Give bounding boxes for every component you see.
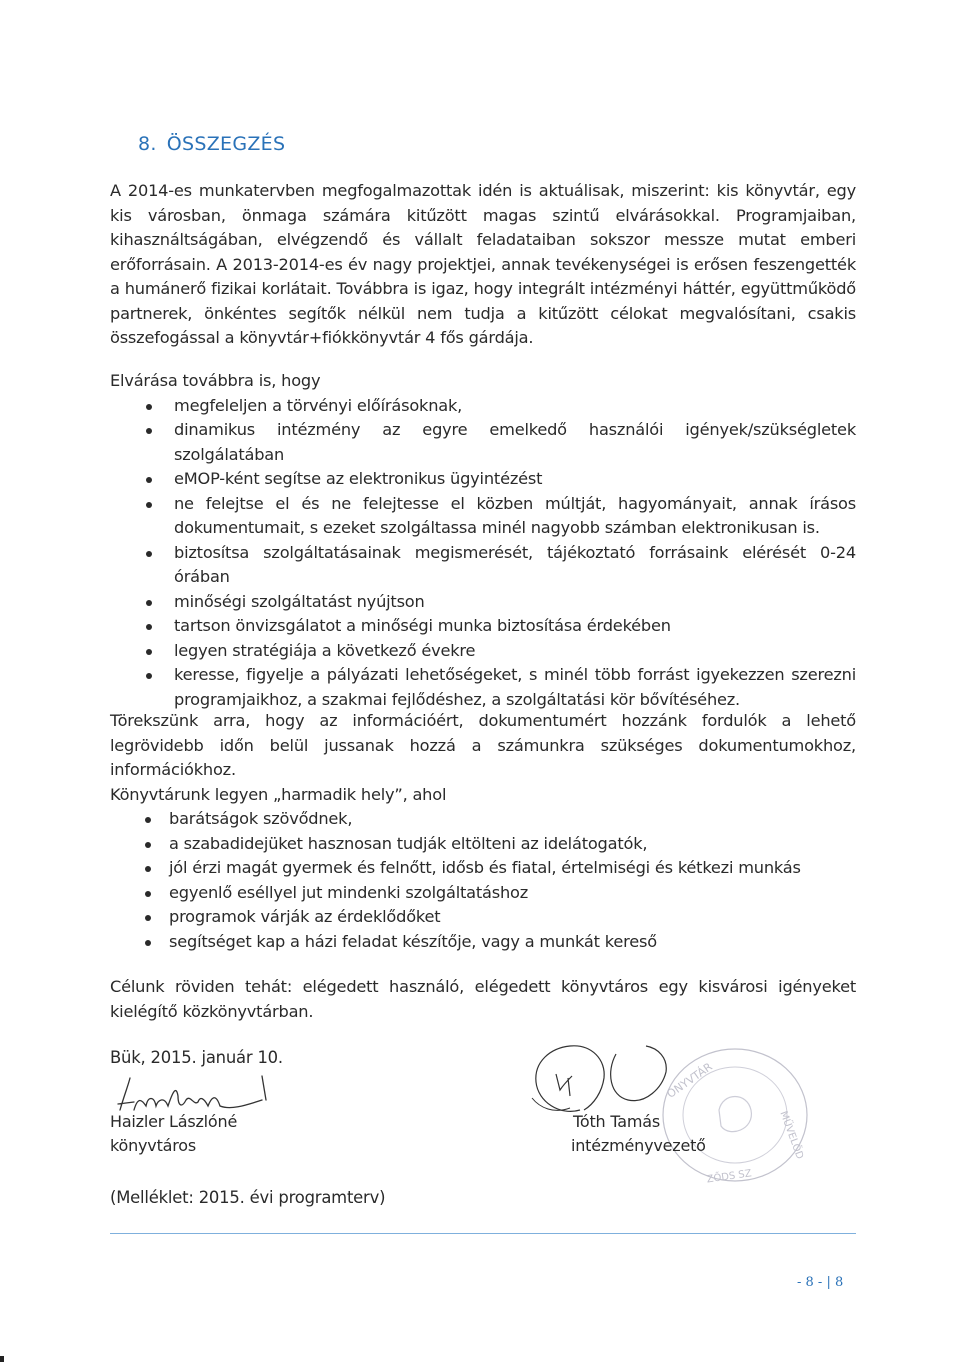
- list-item: minőségi szolgáltatást nyújtson: [110, 590, 856, 615]
- list-item: keresse, figyelje a pályázati lehetőségeket, s minél több forrást igyekezzen szerezni programjaikhoz, a szakmai fejlődéshez, a szolgáltatási kör bővítéséhez.: [110, 663, 856, 712]
- list-item: legyen stratégiája a következő évekre: [110, 639, 856, 664]
- list-item: jól érzi magát gyermek és felnőtt, idősb és fiatal, értelmiségi és kétkezi munkás: [110, 856, 856, 881]
- expectations-intro: Elvárása továbbra is, hogy: [110, 371, 321, 390]
- list-item: eMOP-ként segítse az elektronikus ügyintézést: [110, 467, 856, 492]
- section-title: ÖSSZEGZÉS: [166, 133, 286, 155]
- place-date: Bük, 2015. január 10.: [110, 1048, 283, 1067]
- list-item: tartson önvizsgálatot a minőségi munka biztosítása érdekében: [110, 614, 856, 639]
- paragraph-text: Törekszünk arra, hogy az információért, dokumentumért hozzánk fordulók a lehető legrövidebb időn belül jussanak hozzá a számunkra szükséges dokumentumokhoz, információkhoz.: [110, 711, 856, 779]
- signatory-left: [110, 1110, 237, 1158]
- paragraph-text: A 2014-es munkatervben megfogalmazottak idén is aktuálisak, miszerint: kis könyvtár, egy kis városban, önmaga számára kitűzött magas szintű elvárásokkal. Programjaiban, kihasználtságában, elvégzendő és vállalt feladataiban sokszor messze mutat emberi erőforrásain. A 2013-2014-es év nagy projektjei, annak tevékenységei is erősen feszengették a humánerő fizikai korlátait. Továbbra is igaz, hogy integrált intézményi háttér, együttműködő partnerek, önkéntes segítők nélkül nem tudja a kitűzött célokat megvalósítani, csakis összefogással a könyvtár+fiókkönyvtár 4 fős gárdája.: [110, 181, 856, 347]
- footer-divider: [110, 1233, 856, 1234]
- attachment-note: (Melléklet: 2015. évi programterv): [110, 1188, 386, 1207]
- svg-text:ZŐDS SZ: ZŐDS SZ: [706, 1168, 753, 1186]
- scan-edge-mark: [0, 1356, 4, 1362]
- list-item: programok várják az érdeklődőket: [110, 905, 856, 930]
- signatory-role: könyvtáros: [110, 1136, 196, 1155]
- signatory-role: intézményvezető: [571, 1136, 706, 1155]
- goal-paragraph: [110, 975, 856, 1024]
- list-item: dinamikus intézmény az egyre emelkedő használói igények/szükségletek szolgálatában: [110, 418, 856, 467]
- list-item: biztosítsa szolgáltatásainak megismerését, tájékoztató forrásaink elérését 0-24 órában: [110, 541, 856, 590]
- list-item: segítséget kap a házi feladat készítője, vagy a munkát kereső: [110, 930, 856, 955]
- expectations-list: [110, 394, 856, 713]
- section-number: 8.: [138, 133, 157, 155]
- svg-text:MŰVELŐD: MŰVELŐD: [777, 1109, 805, 1161]
- third-place-intro: Könyvtárunk legyen „harmadik hely”, ahol: [110, 784, 447, 804]
- signatory-name: Tóth Tamás: [573, 1112, 661, 1131]
- signatory-right: [571, 1110, 706, 1158]
- page-number: - 8 - | 8: [797, 1275, 844, 1290]
- aim-paragraph: [110, 709, 856, 954]
- list-item: egyenlő eséllyel jut mindenki szolgáltatáshoz: [110, 881, 856, 906]
- list-item: ne felejtse el és ne felejtesse el közben múltját, hagyományait, annak írásos dokumentumait, s ezeket szolgáltassa minél nagyobb számban elektronikusan is.: [110, 492, 856, 541]
- paragraph-text: Célunk röviden tehát: elégedett használó, elégedett könyvtáros egy kisvárosi igényeket kielégítő közkönyvtárban.: [110, 977, 856, 1021]
- signatory-name: Haizler Lászlóné: [110, 1112, 238, 1131]
- section-heading: [138, 133, 285, 155]
- svg-text:ONYVTÁR: ONYVTÁR: [664, 1060, 715, 1101]
- expectations-section: [110, 369, 856, 712]
- list-item: megfeleljen a törvényi előírásoknak,: [110, 394, 856, 419]
- intro-paragraph: [110, 179, 856, 351]
- list-item: barátságok szövődnek,: [110, 807, 856, 832]
- third-place-list: [110, 807, 856, 954]
- list-item: a szabadidejüket hasznosan tudják eltölteni az idelátogatók,: [110, 832, 856, 857]
